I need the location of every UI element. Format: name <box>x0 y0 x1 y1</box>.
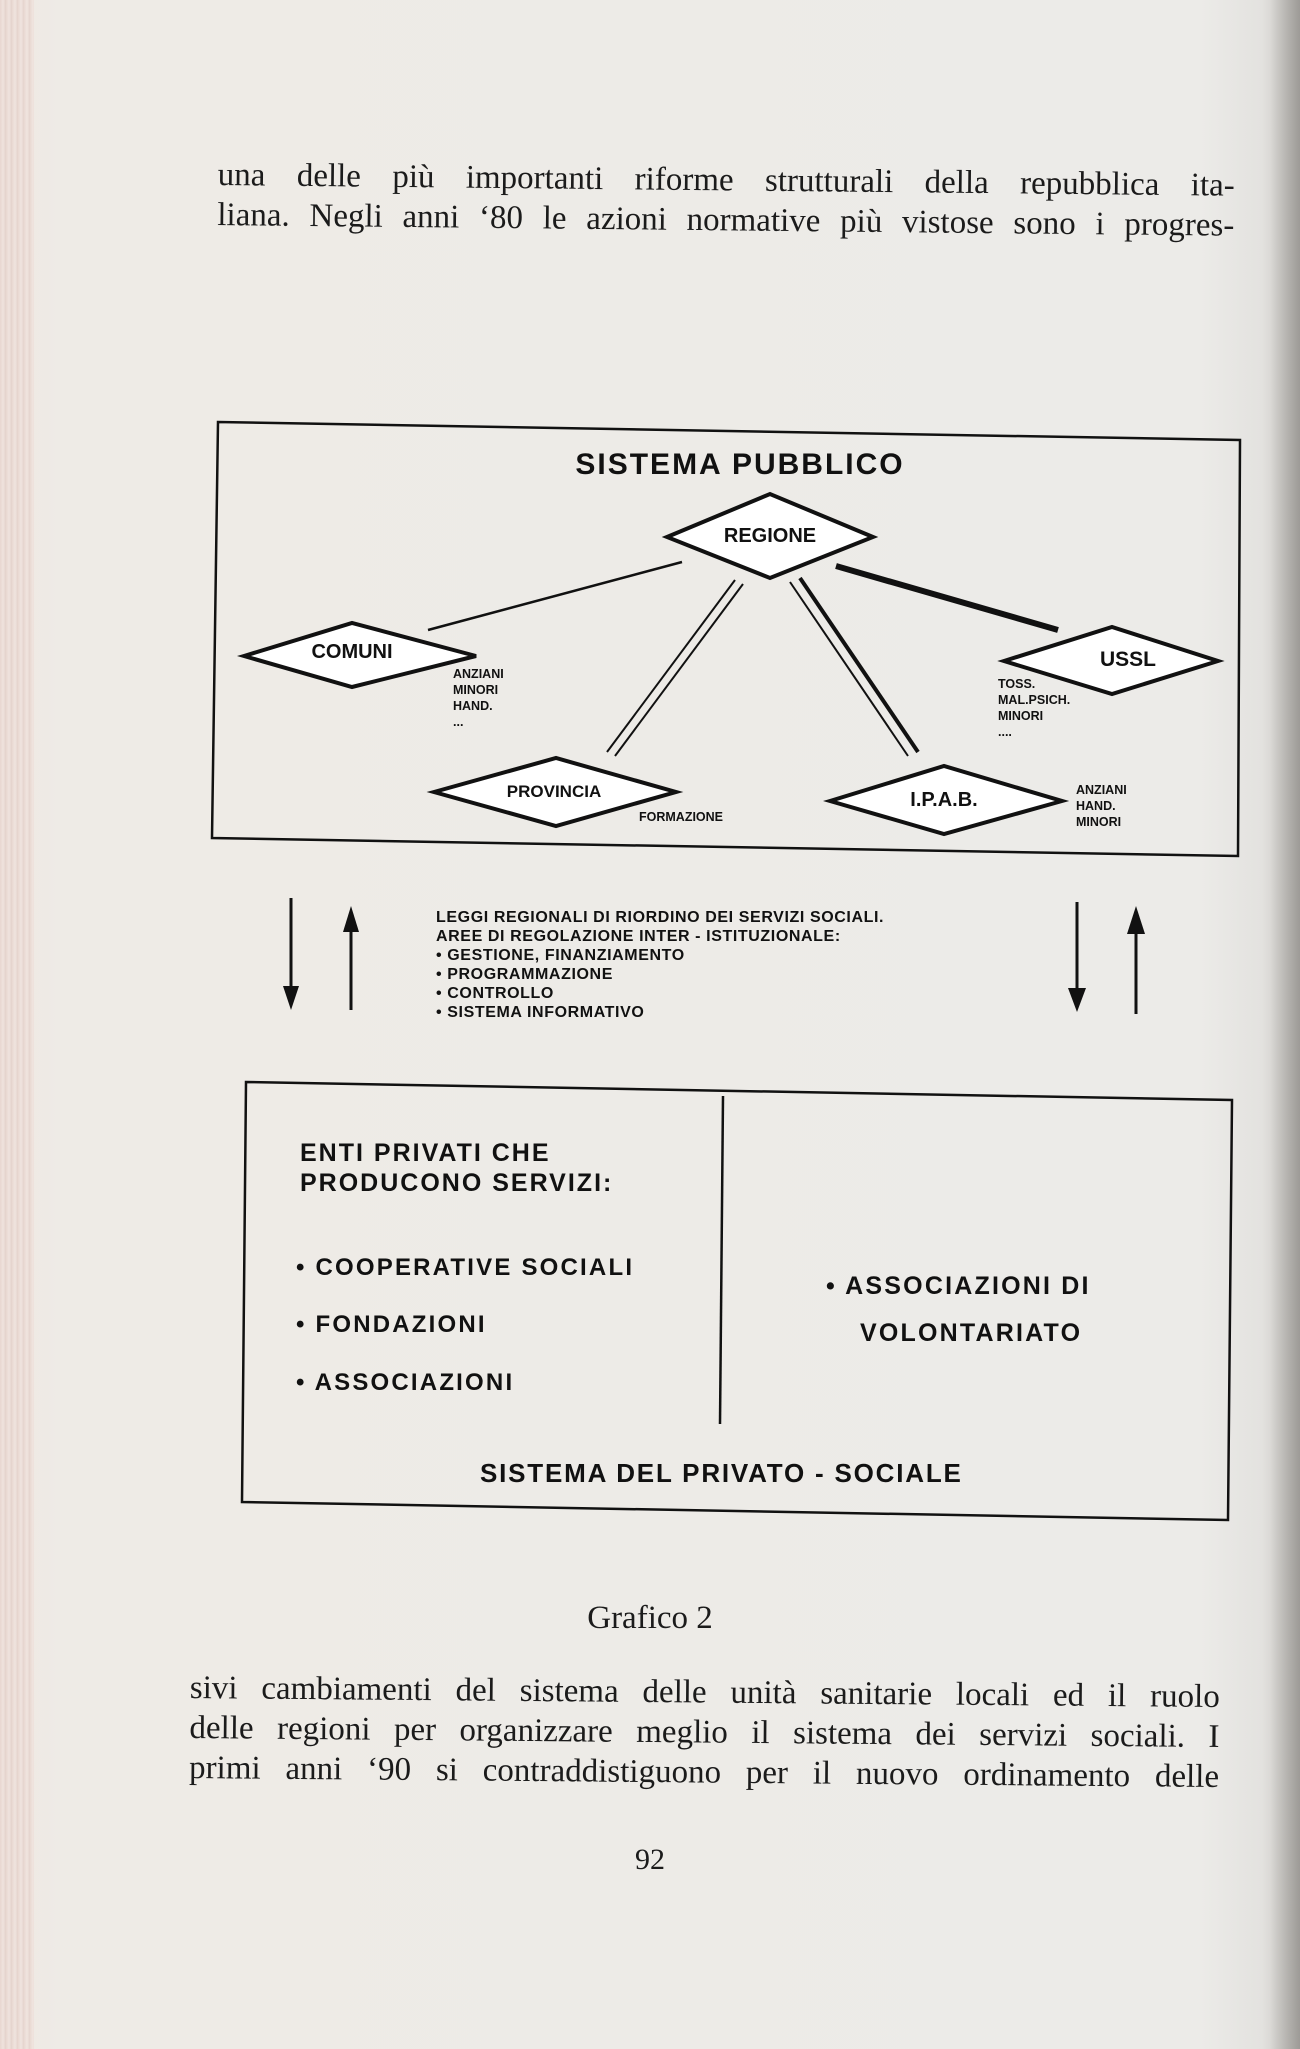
text-line: primi anni ‘90 si contraddistiguono per il nuovo ordinamento delle <box>188 1749 1220 1795</box>
arrow-down-icon <box>1068 988 1086 1012</box>
laws-line: • GESTIONE, FINANZIAMENTO <box>436 947 685 964</box>
private-heading-line: PRODUCONO SERVIZI: <box>300 1169 614 1197</box>
arrow-up-icon <box>343 906 359 932</box>
ussl-notes <box>998 677 1070 739</box>
arrows-right <box>1068 902 1145 1014</box>
volunteer-line: VOLONTARIATO <box>860 1319 1083 1347</box>
laws-text <box>436 909 884 1021</box>
note-line: ... <box>453 715 464 729</box>
ussl-label: USSL <box>1099 648 1157 671</box>
note-line: HAND. <box>453 699 493 713</box>
ipab-notes <box>1076 783 1127 829</box>
link-regione-comuni <box>428 562 682 630</box>
text-line: una delle più importanti riforme strutturali della repubblica ita- <box>217 156 1235 204</box>
public-system-title: SISTEMA PUBBLICO <box>575 448 905 481</box>
private-box-divider <box>720 1096 723 1424</box>
note-line: MINORI <box>998 709 1044 723</box>
arrow-down-icon <box>283 986 299 1010</box>
private-system-title: SISTEMA DEL PRIVATO - SOCIALE <box>480 1458 963 1488</box>
regione-label: REGIONE <box>723 525 817 547</box>
volunteer-line: • ASSOCIAZIONI DI <box>826 1272 1091 1300</box>
laws-line: • CONTROLLO <box>436 985 554 1002</box>
private-items <box>296 1254 634 1396</box>
provincia-label: PROVINCIA <box>506 782 602 801</box>
laws-line: • SISTEMA INFORMATIVO <box>436 1004 645 1021</box>
link-regione-ipab-a <box>790 582 908 756</box>
figure-caption: Grafico 2 <box>587 1600 713 1636</box>
link-regione-provincia-b <box>615 584 743 756</box>
private-heading-line: ENTI PRIVATI CHE <box>300 1139 551 1167</box>
private-item: • COOPERATIVE SOCIALI <box>296 1254 635 1281</box>
text-line: liana. Negli anni ‘80 le azioni normative più vistose sono i progres- <box>217 196 1235 244</box>
note-line: MINORI <box>1076 815 1122 829</box>
link-regione-ipab-b <box>800 578 918 752</box>
arrow-up-icon <box>1127 906 1145 934</box>
laws-line: LEGGI REGIONALI DI RIORDINO DEI SERVIZI SOCIALI. <box>436 909 885 926</box>
volunteer-text <box>826 1272 1091 1347</box>
comuni-label: COMUNI <box>311 641 393 663</box>
private-item: • ASSOCIAZIONI <box>296 1369 515 1396</box>
laws-line: • PROGRAMMAZIONE <box>436 966 613 983</box>
note-line: ANZIANI <box>1076 783 1127 797</box>
link-regione-provincia-a <box>607 580 735 752</box>
comuni-notes <box>453 667 504 729</box>
arrows-left <box>283 898 359 1010</box>
private-item: • FONDAZIONI <box>296 1311 487 1338</box>
text-line: delle regioni per organizzare meglio il sistema dei servizi sociali. I <box>189 1709 1220 1755</box>
note-line: MAL.PSICH. <box>998 693 1071 707</box>
note-line: MINORI <box>453 683 499 697</box>
link-regione-ussl <box>836 566 1058 630</box>
ipab-label: I.P.A.B. <box>910 789 978 811</box>
private-heading <box>300 1139 613 1197</box>
note-line: TOSS. <box>998 677 1036 691</box>
text-line: sivi cambiamenti del sistema delle unità sanitarie locali ed il ruolo <box>189 1669 1220 1715</box>
note-line: ANZIANI <box>453 667 504 681</box>
page-number: 92 <box>635 1843 665 1876</box>
laws-line: AREE DI REGOLAZIONE INTER - ISTITUZIONALE: <box>436 928 841 945</box>
paragraph-bottom <box>189 1668 1220 1797</box>
provincia-note: FORMAZIONE <box>639 810 724 824</box>
note-line: HAND. <box>1076 799 1116 813</box>
note-line: .... <box>998 725 1012 739</box>
